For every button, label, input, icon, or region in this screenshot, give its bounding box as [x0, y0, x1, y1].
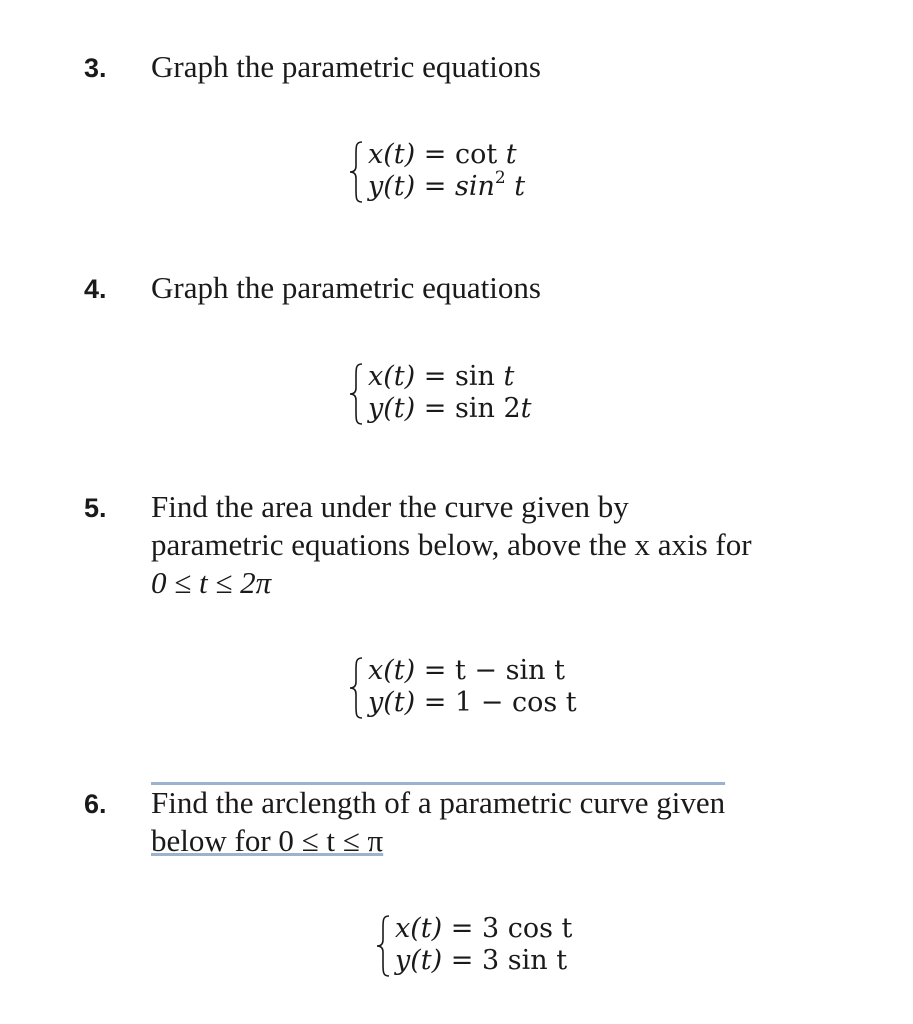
equation-y: y(t) = 3 sin t: [395, 945, 568, 976]
equation-x: x(t) = cot t: [368, 139, 517, 170]
prompt-inequality: 0 ≤ t ≤ 2π: [151, 565, 272, 600]
problem-prompt: Graph the parametric equations: [151, 270, 541, 305]
left-brace-icon: [348, 656, 366, 720]
prompt-line: Find the area under the curve given by: [151, 489, 629, 524]
left-brace-icon: [348, 140, 366, 204]
problem-prompt: Graph the parametric equations: [151, 49, 541, 84]
equation-y: y(t) = 1 − cos t: [368, 687, 577, 718]
equation-y: y(t) = sin 2t: [368, 393, 532, 424]
equation-x: x(t) = sin t: [368, 361, 515, 392]
equation-y: $y(t) = \sin^2 t$: [368, 168, 526, 202]
problem-number: 6.: [84, 789, 107, 819]
problem-number: 3.: [84, 53, 107, 83]
left-brace-icon: [348, 362, 366, 426]
prompt-line: below for 0 ≤ t ≤ π: [151, 823, 384, 858]
prompt-line: parametric equations below, above the x axis for: [151, 527, 752, 562]
equation-x: x(t) = 3 cos t: [395, 913, 573, 944]
left-brace-icon: [375, 914, 393, 978]
equation-x: x(t) = t − sin t: [368, 655, 565, 686]
problem-number: 5.: [84, 493, 107, 523]
prompt-line: Find the arclength of a parametric curve given: [151, 785, 726, 820]
problem-prompt: [151, 784, 831, 860]
problem-prompt: [151, 488, 831, 602]
problem-number: 4.: [84, 274, 107, 304]
